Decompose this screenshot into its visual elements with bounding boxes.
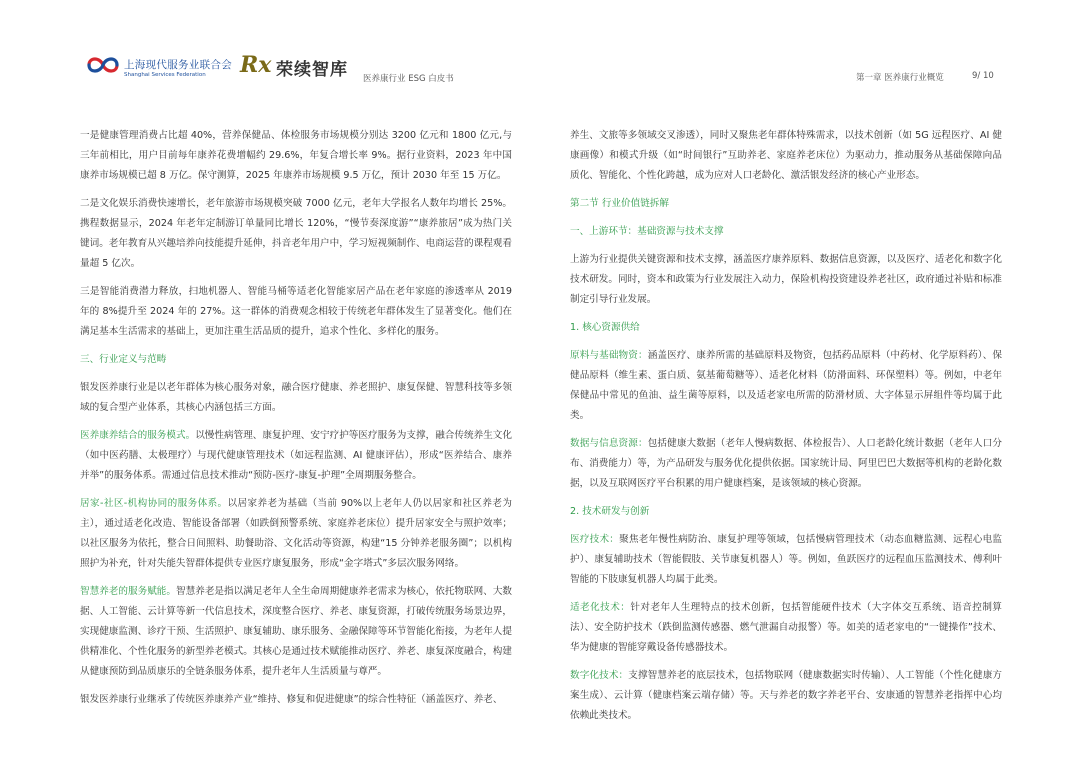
federation-logo-icon — [86, 54, 120, 76]
paragraph: 三是智能消费潜力释放，扫地机器人、智能马桶等适老化智能家居产品在老年家庭的渗透率从 2019 年的 8%提升至 2024 年的 27%。这一群体的消费观念相较于传统老年群体发生了显著变化。他们在满足基本生活需求的基础上，更加注重生活品质的提升，追求个性化、多样化的服务。 — [80, 286, 512, 337]
paragraph-body: 聚焦老年慢性病防治、康复护理等领域，包括慢病管理技术（动态血糖监测、远程心电监护）、康复辅助技术（智能假肢、关节康复机器人）等。例如，鱼跃医疗的远程血压监测技术、傅利叶智能的下肢康复机器人均属于此类。 — [570, 534, 1003, 585]
paragraph: 银发医养康行业是以老年群体为核心服务对象，融合医疗健康、养老照护、康复保健、智慧科技等多领域的复合型产业体系，其核心内涵包括三方面。 — [80, 382, 512, 413]
paragraph: 二是文化娱乐消费快速增长，老年旅游市场规模突破 7000 亿元，老年大学报名人数年均增长 25%。携程数据显示，2024 年老年定制游订单量同比增长 120%，“慢节奏深度游”“康养旅居”成为热门关键词。老年教育从兴趣培养向技能提升延伸，抖音老年用户中，学习短视频制作、电商运营的课程观看量超 5 亿次。 — [80, 198, 512, 269]
federation-name-en: Shanghai Services Federation — [124, 72, 206, 78]
paragraph-body: 以居家养老为基础（当前 90%以上老年人仍以居家和社区养老为主），通过适老化改造、智能设备部署（如跌倒预警系统、家庭养老床位）提升居家安全与照护效率；以社区服务为依托，整合日间照料、助餐助浴、文化活动等资源，构建“15 分钟养老服务圈”；以机构照护为补充，针对失能失智群体提供专业医疗康复服务，形成“金字塔式”多层次服务网络。 — [80, 498, 512, 569]
page-header — [0, 0, 1080, 100]
chapter-title: 第一章 医养康行业概览 — [856, 73, 944, 83]
section-heading: 三、行业定义与范畴 — [80, 354, 167, 365]
paragraph — [570, 346, 1002, 426]
right-column — [570, 126, 1002, 734]
brand-logo — [240, 52, 360, 82]
paragraph-body: 包括健康大数据（老年人慢病数据、体检报告）、人口老龄化统计数据（老年人口分布、消费能力）等，为产品研发与服务优化提供依据。国家统计局、阿里巴巴大数据等机构的老龄化数据，以及互联网医疗平台积累的用户健康档案，是该领域的核心资源。 — [570, 438, 1003, 489]
brand-name: 荣续智库 — [276, 60, 348, 80]
section-heading: 第二节 行业价值链拆解 — [570, 198, 669, 209]
federation-logo — [86, 54, 232, 84]
paragraph-body: 以慢性病管理、康复护理、安宁疗护等医疗服务为支撑，融合传统养生文化（如中医药膳、太极理疗）与现代健康管理技术（如远程监测、AI 健康评估），形成“医养结合、康养并举”的服务体系。需通过信息技术推动“预防-医疗-康复-护理”全周期服务整合。 — [80, 430, 513, 481]
paragraph — [570, 530, 1002, 590]
federation-name-cn: 上海现代服务业联合会 — [124, 59, 232, 71]
paragraph-lead: 居家-社区-机构协同的服务体系。 — [80, 498, 228, 509]
paragraph-body: 针对老年人生理特点的技术创新，包括智能硬件技术（大字体交互系统、语音控制算法）、安全防护技术（跌倒监测传感器、燃气泄漏自动报警）等。如美的适老家电的“一键操作”技术、华为健康的智能穿戴设备传感器技术。 — [570, 602, 1002, 653]
paragraph-lead: 医养康养结合的服务模式。 — [80, 430, 196, 441]
paragraph — [570, 666, 1002, 726]
paragraph-lead: 数据与信息资源： — [570, 438, 648, 449]
paragraph — [570, 598, 1002, 658]
document-title: 医养康行业 ESG 白皮书 — [363, 74, 454, 84]
page-number: 9/ 10 — [972, 71, 994, 81]
numbered-heading: 1. 核心资源供给 — [570, 322, 640, 333]
paragraph-lead: 数字化技术： — [570, 670, 629, 681]
paragraph-lead: 原料与基础物资： — [570, 350, 648, 361]
paragraph-lead: 适老化技术： — [570, 602, 631, 613]
brand-mark: Rx — [240, 52, 272, 78]
subsection-heading: 一、上游环节：基础资源与技术支撑 — [570, 226, 724, 237]
paragraph-body: 支撑智慧养老的底层技术，包括物联网（健康数据实时传输）、人工智能（个性化健康方案生成）、云计算（健康档案云端存储）等。天与养老的数字养老平台、安康通的智慧养老指挥中心均依赖此类技术。 — [570, 670, 1003, 721]
numbered-heading: 2. 技术研发与创新 — [570, 506, 650, 517]
paragraph — [80, 426, 512, 486]
paragraph: 银发医养康行业继承了传统医养康养产业“维持、修复和促进健康”的综合性特征（涵盖医疗、养老、 — [80, 694, 503, 705]
paragraph: 一是健康管理消费占比超 40%，营养保健品、体检服务市场规模分别达 3200 亿元和 1800 亿元,与三年前相比，用户目前每年康养花费增幅约 29.6%，年复合增长率 9%。据行业资料，2023 年中国康养市场规模已超 8 万亿。保守测算，2025 年康养市场规模 9.5 万亿，预计 2030 年至 15 万亿。 — [80, 130, 512, 181]
paragraph — [80, 494, 512, 574]
paragraph: 上游为行业提供关键资源和技术支撑，涵盖医疗康养原料、数据信息资源，以及医疗、适老化和数字化技术研发。同时，资本和政策为行业发展注入动力，保险机构投资建设养老社区，政府通过补贴和标准制定引导行业发展。 — [570, 254, 1002, 305]
paragraph-lead: 智慧养老的服务赋能。 — [80, 586, 177, 597]
paragraph-body: 涵盖医疗、康养所需的基础原料及物资，包括药品原料（中药材、化学原料药）、保健品原料（维生素、蛋白质、氨基葡萄糖等）、适老化材料（防滑面料、环保塑料）等。例如，中老年保健品中常见的鱼油、益生菌等原料，以及适老家电所需的防滑材质、大字体显示屏组件等均属于此类。 — [570, 350, 1003, 421]
paragraph — [80, 582, 512, 682]
paragraph-lead: 医疗技术： — [570, 534, 620, 545]
paragraph — [570, 434, 1002, 494]
left-column — [80, 126, 512, 718]
paragraph: 养生、文旅等多领域交叉渗透），同时又聚焦老年群体特殊需求，以技术创新（如 5G 远程医疗、AI 健康画像）和模式升级（如“时间银行”互助养老、家庭养老床位）为驱动力，推动服务从基础保障向品质化、智能化、个性化跨越，成为应对人口老龄化、激活银发经济的核心产业形态。 — [570, 130, 1002, 181]
paragraph-body: 智慧养老是指以满足老年人全生命周期健康养老需求为核心，依托物联网、大数据、人工智能、云计算等新一代信息技术，深度整合医疗、养老、康复资源，打破传统服务场景边界，实现健康监测、诊疗干预、生活照护、康复辅助、康乐服务、金融保障等环节智能化衔接，为老年人提供精准化、个性化服务的新型养老模式。其核心是通过技术赋能推动医疗、养老、康复深度融合，构建从健康预防到品质康乐的全链条服务体系，提升老年人生活质量与尊严。 — [80, 586, 513, 677]
